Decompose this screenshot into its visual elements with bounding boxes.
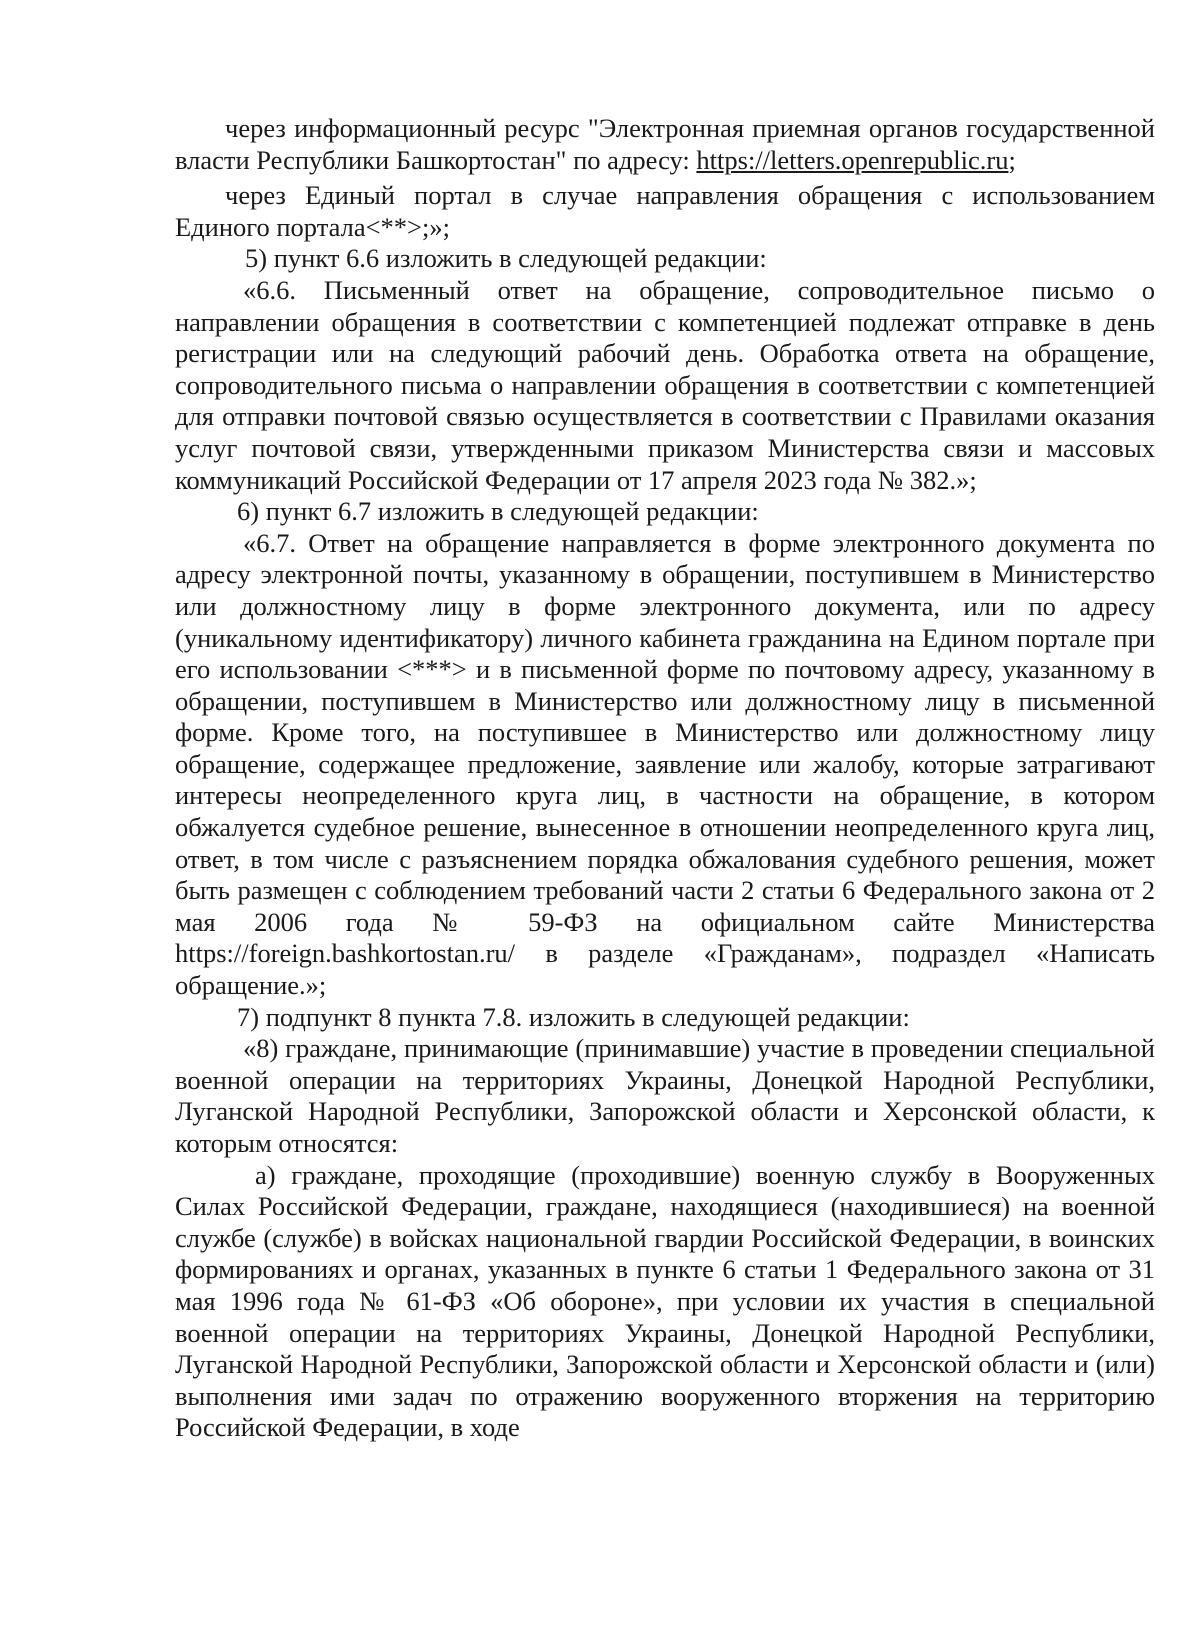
letters-link[interactable]: https://letters.openrepublic.ru bbox=[696, 144, 1009, 175]
paragraph-item-7: 7) подпункт 8 пункта 7.8. изложить в следующей редакции: bbox=[237, 1001, 910, 1032]
paragraph-end: ; bbox=[1008, 144, 1016, 175]
paragraph-electronic-reception bbox=[175, 113, 1155, 176]
paragraph-subclause-8: «8) граждане, принимающие (принимавшие) участие в проведении специальной военной операции на территориях Украины, Донецкой Народной Республики, Луганской Народной Республики, Запорожской области и Херсонской области, к которым относятся: bbox=[175, 1033, 1155, 1158]
paragraph-text: через информационный ресурс "Электронная приемная органов государственной власти Республики Башкортостан" по адресу: bbox=[175, 113, 1155, 175]
document-page bbox=[175, 113, 1155, 1444]
paragraph-unified-portal: через Единый портал в случае направления обращения с использованием Единого портала<**>;»; bbox=[175, 180, 1155, 242]
paragraph-item-6: 6) пункт 6.7 изложить в следующей редакции: bbox=[237, 496, 759, 527]
paragraph-clause-6-6: «6.6. Письменный ответ на обращение, сопроводительное письмо о направлении обращения в соответствии с компетенцией подлежат отправке в день регистрации или на следующий рабочий день. Обработка ответа на обращение, сопроводительного письма о направлении обращения в соответствии с компетенцией для отправки почтовой связью осуществляется в соответствии с Правилами оказания услуг почтовой связи, утвержденными приказом Министерства связи и массовых коммуникаций Российской Федерации от 17 апреля 2023 года № 382.»; bbox=[175, 274, 1155, 495]
paragraph-item-5: 5) пункт 6.6 изложить в следующей редакции: bbox=[245, 243, 767, 274]
paragraph-clause-6-7: «6.7. Ответ на обращение направляется в форме электронного документа по адресу электронной почты, указанному в обращении, поступившем в Министерство или должностному лицу в форме электронного документа, или по адресу (уникальному идентификатору) личного кабинета гражданина на Едином портале при его использовании <***> и в письменной форме по почтовому адресу, указанному в обращении, поступившем в Министерство или должностному лицу в письменной форме. Кроме того, на поступившее в Министерство или должностному лицу обращение, содержащее предложение, заявление или жалобу, которые затрагивают интересы неопределенного круга лиц, в частности на обращение, в котором обжалуется судебное решение, вынесенное в отношении неопределенного круга лиц, ответ, в том числе с разъяснением порядка обжалования судебного решения, может быть размещен с соблюдением требований части 2 статьи 6 Федерального закона от 2 мая 2006 года № 59-ФЗ на официальном сайте Министерства https://foreign.bashkortostan.ru/ в разделе «Гражданам», подраздел «Написать обращение.»; bbox=[175, 527, 1155, 1001]
paragraph-subclause-a: а) граждане, проходящие (проходившие) военную службу в Вооруженных Силах Российской Федерации, граждане, находящиеся (находившиеся) на военной службе (службе) в войсках национальной гвардии Российской Федерации, в воинских формированиях и органах, указанных в пункте 6 статьи 1 Федерального закона от 31 мая 1996 года № 61-ФЗ «Об обороне», при условии их участия в специальной военной операции на территориях Украины, Донецкой Народной Республики, Луганской Народной Республики, Запорожской области и Херсонской области и (или) выполнения ими задач по отражению вооруженного вторжения на территорию Российской Федерации, в ходе bbox=[175, 1159, 1155, 1443]
